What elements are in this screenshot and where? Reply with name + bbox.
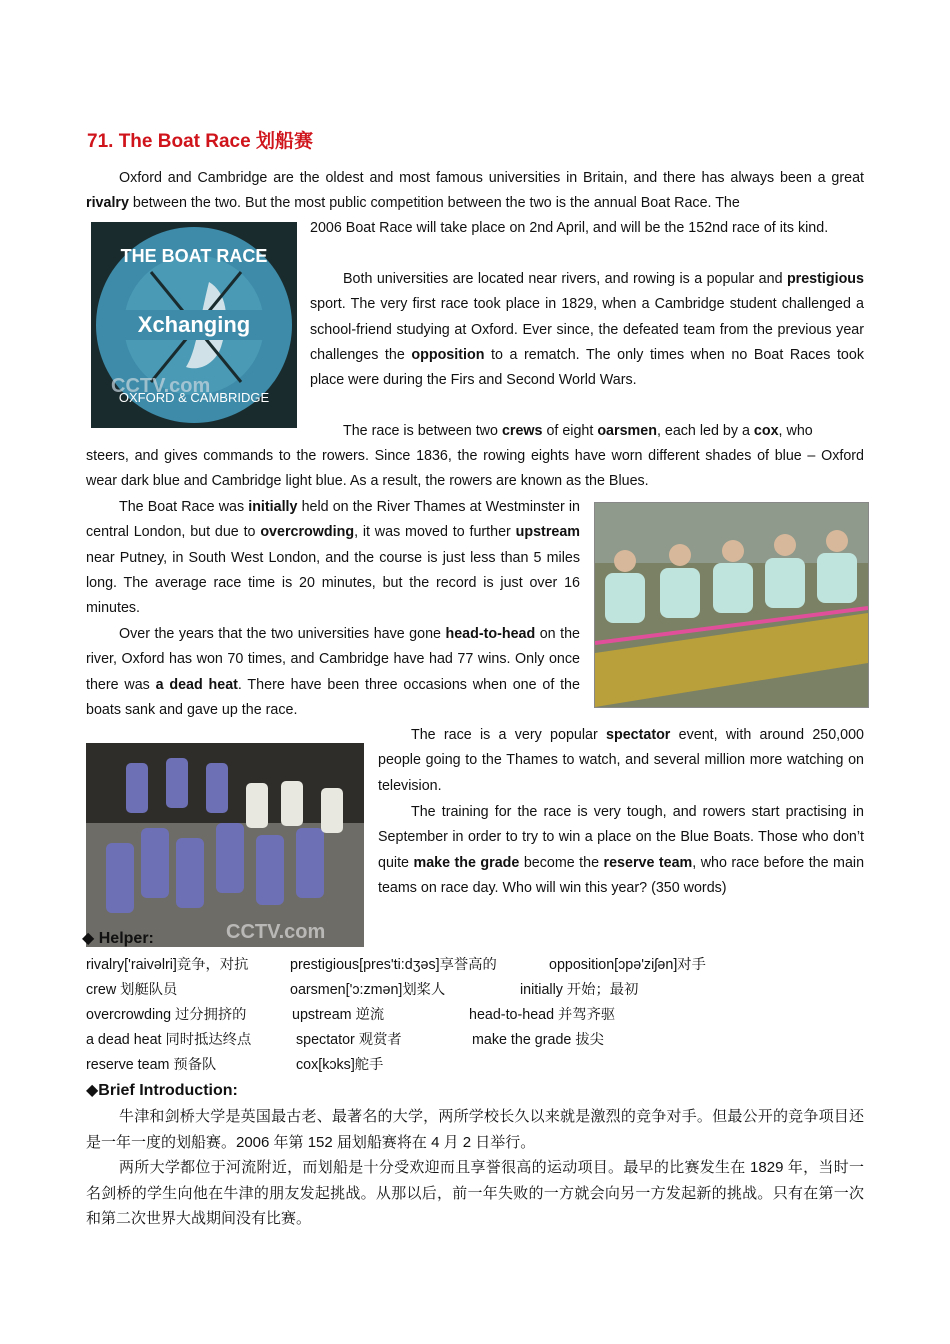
boat-race-logo-image [91, 222, 297, 428]
vocab-item: overcrowding 过分拥挤的 [86, 1007, 247, 1023]
rowers-photo [594, 502, 869, 708]
vocab-item: prestigious[pres'ti:dʒəs]享誉高的 [290, 957, 497, 973]
article-title: 71. The Boat Race 划船赛 [87, 131, 313, 152]
logo-center-text: Xchanging [137, 312, 251, 337]
team-photo [86, 743, 364, 947]
vocab-item: head-to-head 并驾齐驱 [469, 1007, 616, 1023]
paragraph-3-start: The race is between two crews of eight oarsmen, each led by a cox, who [343, 423, 813, 439]
vocab-row [86, 954, 866, 979]
vocab-item: cox[kɔks]舵手 [296, 1057, 384, 1073]
paragraph-3-end: steers, and gives commands to the rowers. Since 1836, the rowing eights have worn different shades of blue – Oxford wear dark blue and Cambridge light blue. As a result, the rowers are known as the Blues. [86, 448, 864, 490]
vocab-item: reserve team 预备队 [86, 1057, 217, 1073]
vocab-row [86, 1004, 866, 1029]
vocab-item: crew 划艇队员 [86, 982, 178, 998]
paragraph-4: The Boat Race was initially held on the River Thames at Westminster in central London, but due to overcrowding, it was moved to further upstream near Putney, in South West London, and the course is just less than 5 miles long. The average race time is 20 minutes, but the record is just over 16 minutes. [86, 499, 580, 617]
vocab-item: upstream 逆流 [292, 1007, 385, 1023]
team-light-shirts [246, 781, 343, 833]
logo-top-text: THE BOAT RACE [120, 246, 268, 266]
paragraph-6: The race is a very popular spectator event, with around 250,000 people going to the Thames to watch, and several million more watching on television. [378, 727, 864, 794]
chinese-paragraph-2: 两所大学都位于河流附近，而划船是十分受欢迎而且享誉很高的运动项目。最早的比赛发生在 1829 年，当时一名剑桥的学生向他在牛津的朋友发起挑战。从那以后，前一年失败的一方就会向另一方发起新的挑战。只有在第一次和第二次世界大战期间没有比赛。 [86, 1159, 864, 1227]
paragraph-2: Both universities are located near rivers, and rowing is a popular and prestigious sport. The very first race took place in 1829, when a Cambridge student challenged a school-friend studying at Oxford. Ever since, the defeated team from the previous year challenges the opposition to a rematch. The only times when no Boat Races took place were during the Firs and Second World Wars. [310, 271, 864, 389]
vocab-item: rivalry['raivəlri]竞争，对抗 [86, 957, 249, 973]
paragraph-7: The training for the race is very tough, and rowers start practising in September in order to try to win a place on the Blue Boats. Those who don’t quite make the grade become the reserve team, who race before the main teams on race day. Who will win this year? (350 words) [378, 804, 865, 896]
vocab-item: a dead heat 同时抵达终点 [86, 1032, 252, 1048]
vocab-item: opposition[ɔpə'ziʃən]对手 [549, 957, 706, 973]
helper-heading: ◆ Helper: [82, 930, 154, 947]
logo-watermark: CCTV.com [111, 375, 211, 397]
vocab-item: spectator 观赏者 [296, 1032, 402, 1048]
vocab-item: oarsmen['ɔ:zmən]划桨人 [290, 982, 446, 998]
vocab-row [86, 979, 866, 1004]
logo-bottom-text: OXFORD & CAMBRIDGE [118, 390, 270, 405]
vocab-item: initially 开始；最初 [520, 982, 639, 998]
brief-introduction-heading: ◆Brief Introduction: [86, 1082, 238, 1099]
vocab-row [86, 1029, 866, 1054]
paragraph-5: Over the years that the two universities have gone head-to-head on the river, Oxford has won 70 times, and Cambridge have had 77 wins. Only once there was a dead heat. There have been three occasions when one of the boats sank and gave up the race. [86, 626, 580, 718]
paragraph-1: Oxford and Cambridge are the oldest and most famous universities in Britain, and there has always been a great rivalry between the two. But the most public competition between the two is the annual Boat Race. The [86, 170, 864, 212]
vocab-row [86, 1054, 866, 1079]
photo-watermark: CCTV.com [226, 921, 326, 943]
paragraph-1-continued: 2006 Boat Race will take place on 2nd April, and will be the 152nd race of its kind. [310, 220, 829, 236]
vocab-item: make the grade 拔尖 [472, 1032, 604, 1048]
chinese-paragraph-1: 牛津和剑桥大学是英国最古老、最著名的大学，两所学校长久以来就是激烈的竞争对手。但最公开的竞争项目还是一年一度的划船赛。2006 年第 152 届划船赛将在 4 月 2 日举行。 [86, 1108, 864, 1151]
